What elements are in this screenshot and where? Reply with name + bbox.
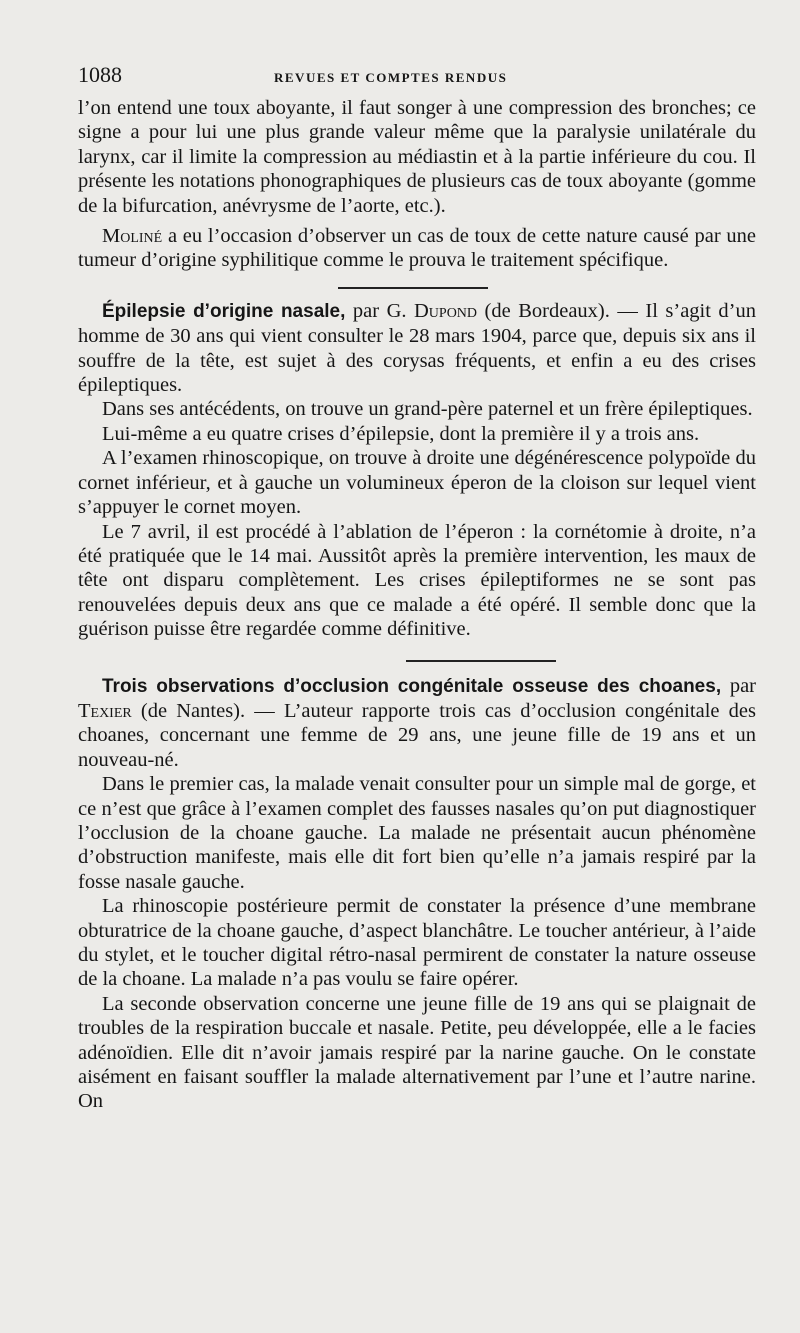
article-epilepsie-intro	[78, 299, 756, 398]
page-number: 1088	[78, 62, 122, 87]
article-title-choanes: Trois observations d’occlusion congénitale osseuse des choanes,	[102, 675, 722, 697]
running-head: REVUES ET COMPTES RENDUS	[274, 70, 508, 85]
paragraph-molinie-text: a eu l’occasion d’observer un cas de toux de cette nature causé par une tumeur d’origine syphilitique comme le prouva le traitement spécifique.	[78, 225, 756, 272]
paragraph-premier-cas: Dans le premier cas, la malade venait consulter pour un simple mal de gorge, et ce n’est que grâce à l’examen complet des fausses nasales qu’on put diagnostiquer l’occlusion de la choane gauche. La malade ne présentait aucun phénomène d’obstruction manifeste, mais elle dit fort bien qu’elle n’a jamais respiré par la fosse nasale gauche.	[78, 773, 756, 893]
section-divider	[338, 287, 488, 289]
paragraph-crises: Lui-même a eu quatre crises d’épilepsie, dont la première il y a trois ans.	[102, 422, 700, 445]
page-header	[78, 62, 756, 96]
byline-par: par G.	[345, 299, 414, 322]
paragraph-antecedents: Dans ses antécédents, on trouve un grand-père paternel et un frère épileptiques.	[102, 398, 753, 421]
author-dupond: Dupond	[414, 299, 478, 322]
paragraph-examen: A l’examen rhinoscopique, on trouve à droite une dégénérescence polypoïde du cornet inférieur, et à gauche un volumineux éperon de la cloison sur lequel vient s’appuyer le cornet moyen.	[78, 447, 756, 519]
byline-par-2: par	[721, 674, 756, 697]
paragraph-rhinoscopie: La rhinoscopie postérieure permit de constater la présence d’une membrane obturatrice de la choane gauche, d’aspect blanchâtre. Le toucher antérieur, à l’aide du stylet, et le toucher digital rétro-nasal permirent de constater la nature osseuse de la choane. La malade n’a pas voulu se faire opérer.	[78, 895, 756, 991]
article-epilepsie-lead: (de Bordeaux). — Il s’agit d’un homme de 30 ans qui vient consulter le 28 mars 1904, parce que, depuis six ans il souffre de la tête, est sujet à des corysas fréquents, et enfin a eu des crises épileptiques.	[78, 299, 757, 397]
author-texier: Texier	[78, 699, 132, 722]
paragraph-ablation: Le 7 avril, il est procédé à l’ablation de l’éperon : la cornétomie à droite, n’a été pratiquée que le 14 mai. Aussitôt après la première intervention, les maux de tête ont disparu complètement. Les crises épileptiformes ne se sont pas renouvelées depuis deux ans que ce malade a été opéré. Il semble donc que la guérison puisse être regardée comme définitive.	[78, 520, 756, 641]
paragraph-molinie	[78, 224, 756, 273]
paragraph-seconde-observation: La seconde observation concerne une jeune fille de 19 ans qui se plaignait de troubles de la respiration buccale et nasale. Petite, peu développée, elle a le facies adénoïdien. Elle dit n’avoir jamais respiré par la narine gauche. On le constate aisément en faisant souffler la malade alternativement par l’une et l’autre narine. On	[78, 992, 756, 1113]
article-title-epilepsie: Épilepsie d’origine nasale,	[102, 300, 346, 322]
section-divider-2	[406, 660, 556, 662]
article-choanes-lead: (de Nantes). — L’auteur rapporte trois cas d’occlusion congénitale des choanes, concernant une femme de 29 ans, une jeune fille de 19 ans et un nouveau-né.	[78, 699, 756, 771]
paragraph-toux-aboyante: l’on entend une toux aboyante, il faut songer à une compression des bronches; ce signe a pour lui une plus grande valeur même que la paralysie unilatérale du larynx, car il limite la compression au médiastin et à la partie inférieure du cou. Il présente les notations phonographiques de plusieurs cas de toux aboyante (gomme de la bifurcation, anévrysme de l’aorte, etc.).	[78, 97, 756, 217]
article-choanes-intro	[78, 674, 756, 773]
author-molinie: Moliné	[102, 225, 163, 248]
